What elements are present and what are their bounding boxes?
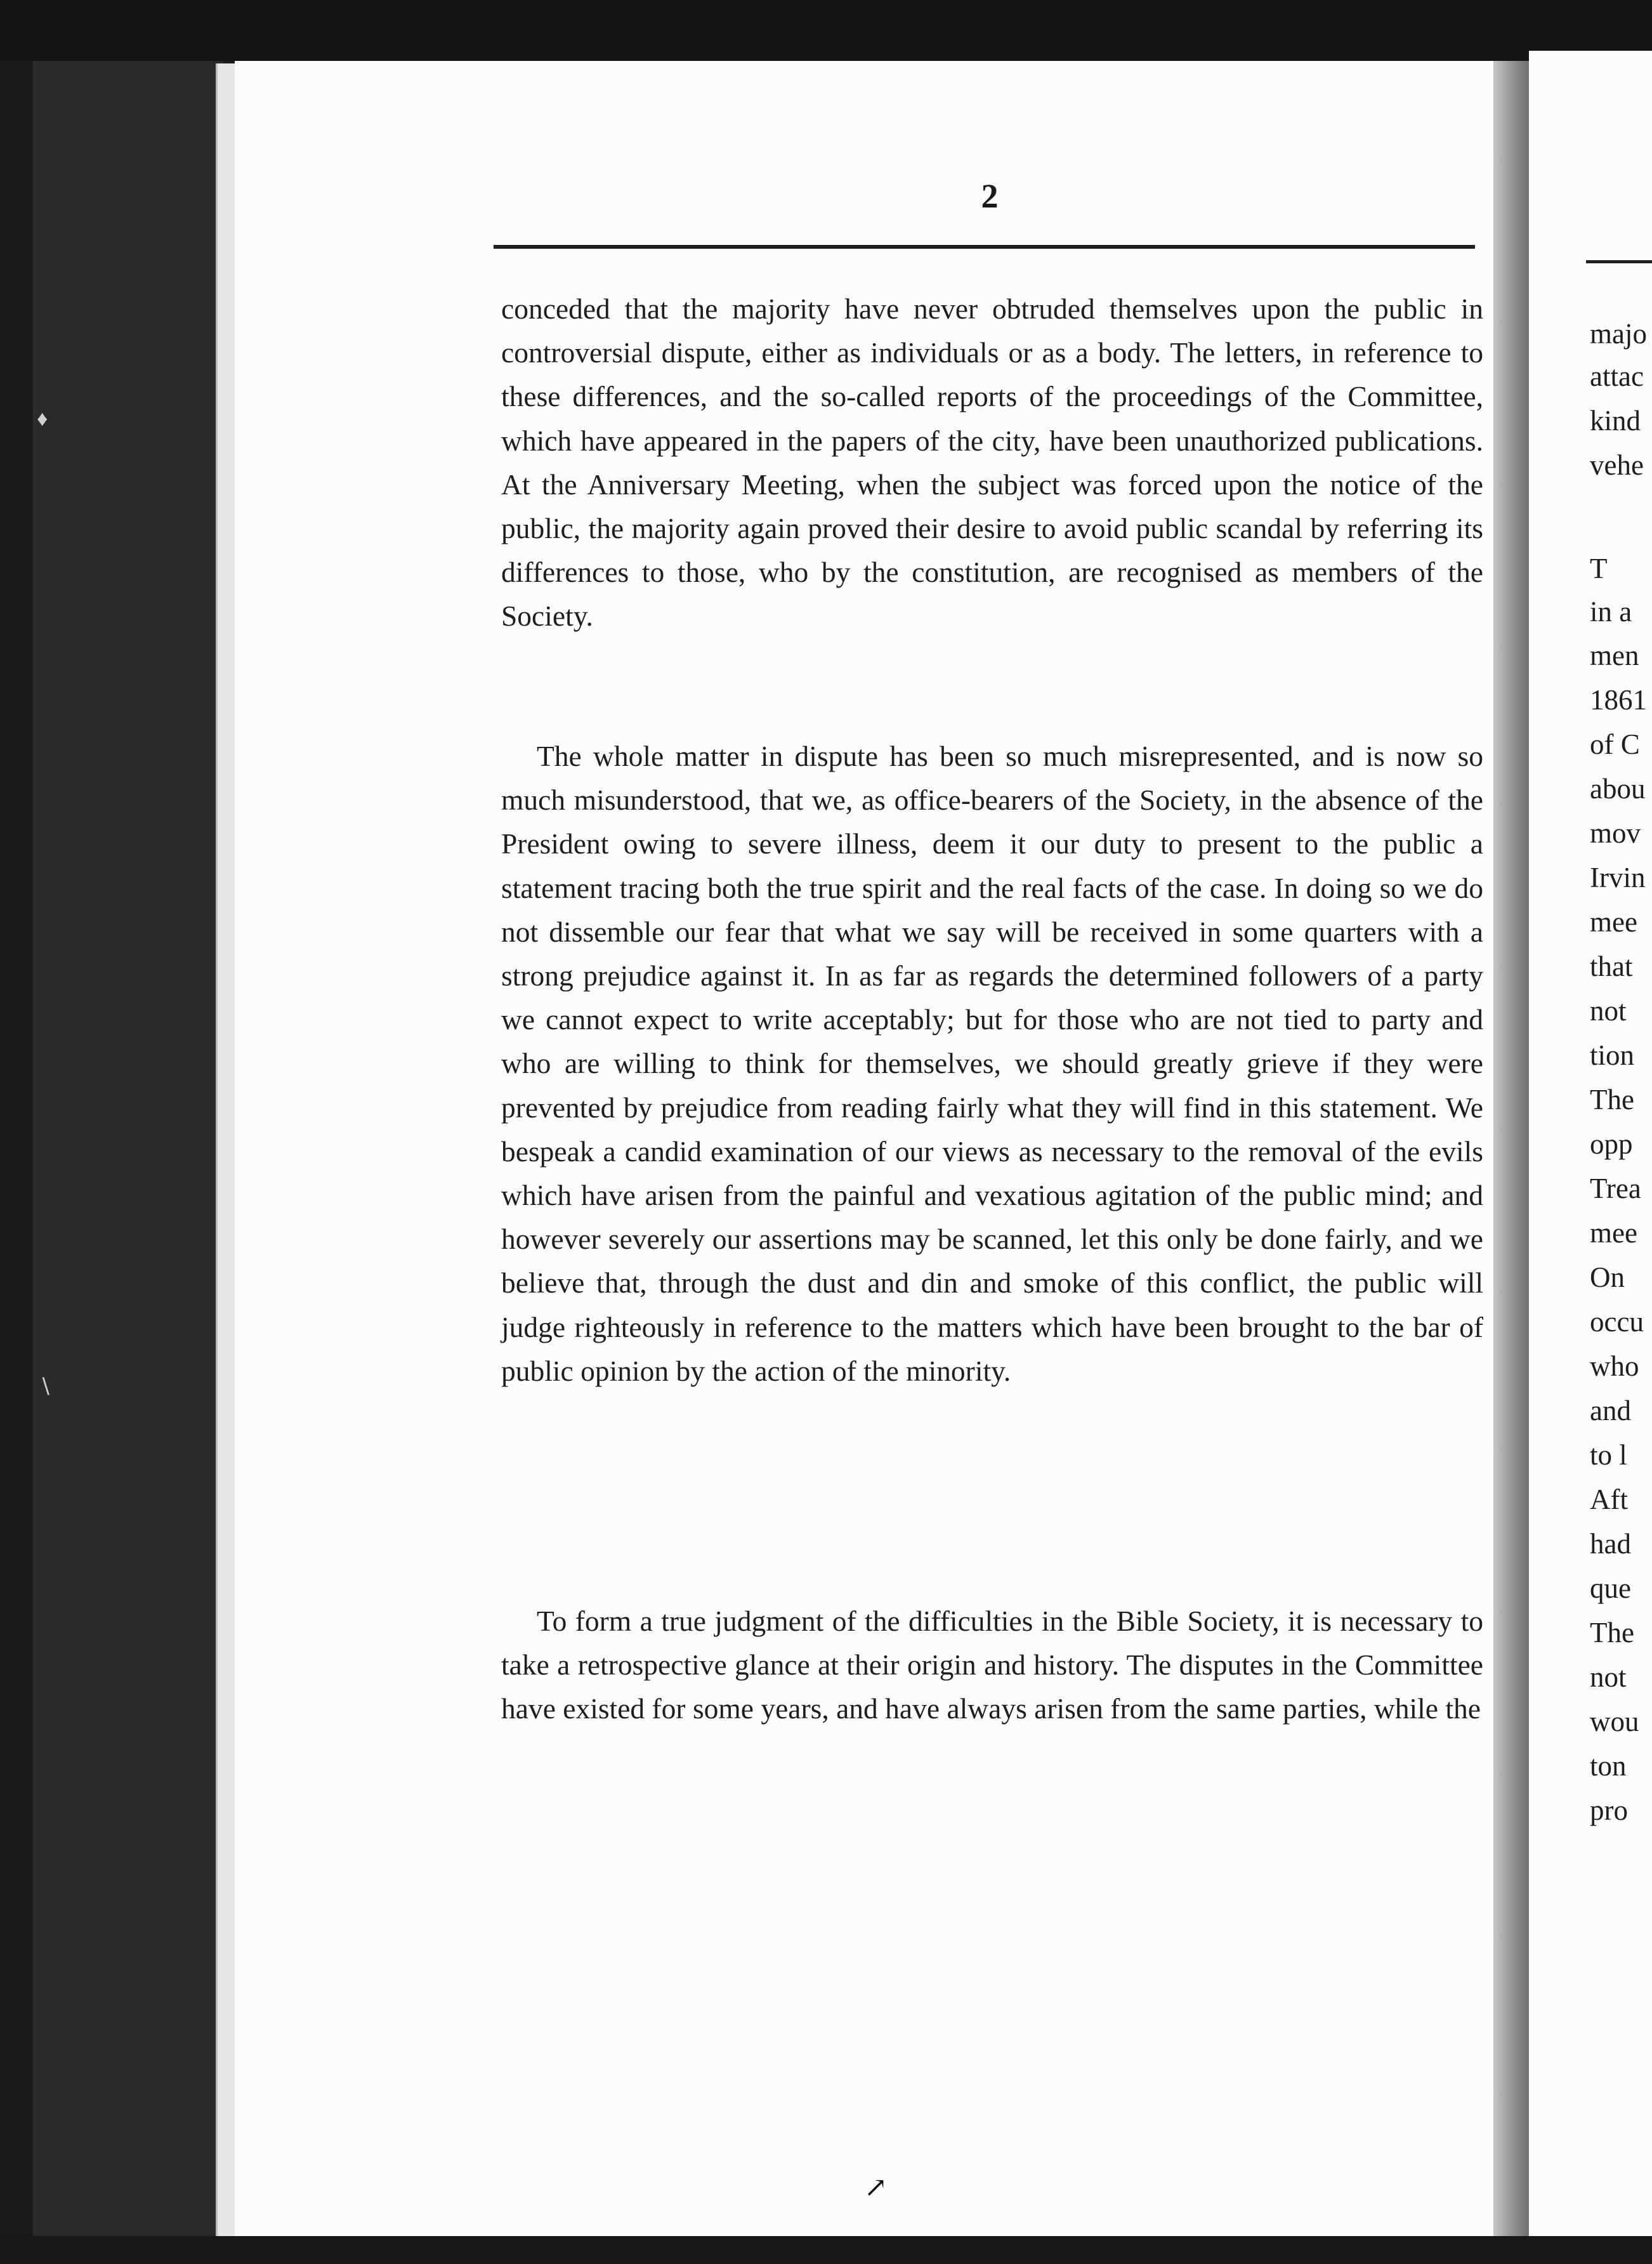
- margin-speck: ♦: [37, 407, 48, 431]
- binding-margin: [33, 61, 223, 2244]
- facing-page-line: kind: [1590, 405, 1641, 437]
- margin-speck: ∖: [38, 1376, 52, 1399]
- facing-page-line: Trea: [1590, 1173, 1641, 1204]
- paragraph-1: conceded that the majority have never obtruded themselves upon the public in controversial dispute, either as individuals or as a body. The letters, in reference to these differences, and the so-called reports of the proceedings of the Committee, which have appeared in the papers of the city, have been unauthorized publications. At the Anniversary Meeting, when the subject was forced upon the notice of the public, the majority again proved their desire to avoid public scandal by referring its differences to those, who by the constitution, are recognised as members of the Society.: [501, 293, 1483, 633]
- header-rule: [494, 245, 1475, 249]
- page-number: 2: [981, 177, 999, 215]
- scan-frame-top: [0, 0, 1652, 61]
- facing-page-line: On: [1590, 1261, 1625, 1293]
- facing-page-line: mov: [1590, 817, 1641, 849]
- facing-page-line: Irvin: [1590, 862, 1646, 893]
- facing-page-line: occu: [1590, 1306, 1644, 1338]
- facing-page-line: that: [1590, 951, 1633, 982]
- facing-page-line: and: [1590, 1395, 1631, 1426]
- facing-page-line: 1861: [1590, 684, 1647, 716]
- facing-page-line: who: [1590, 1350, 1639, 1382]
- facing-page-line: The: [1590, 1617, 1634, 1649]
- facing-page-line: The: [1590, 1084, 1634, 1116]
- facing-page-line: que: [1590, 1572, 1631, 1604]
- paragraph-3: To form a true judgment of the difficulties in the Bible Society, it is necessary to take a retrospective glance at their origin and history. The disputes in the Committee have existed for some years, and have always arisen from the same parties, while the: [501, 1605, 1483, 1725]
- facing-page-line: of C: [1590, 728, 1640, 760]
- facing-page-line: attac: [1590, 360, 1644, 392]
- facing-page-line: T: [1590, 553, 1608, 584]
- facing-page-line: in a: [1590, 596, 1632, 628]
- facing-page-line: opp: [1590, 1128, 1633, 1160]
- facing-page-line: vehe: [1590, 449, 1644, 481]
- facing-page-line: pro: [1590, 1794, 1628, 1826]
- facing-page-line: mee: [1590, 1217, 1637, 1249]
- facing-page-line: wou: [1590, 1706, 1639, 1737]
- facing-page-line: tion: [1590, 1039, 1635, 1071]
- facing-page-line: not: [1590, 995, 1627, 1027]
- facing-page-line: had: [1590, 1528, 1631, 1560]
- facing-page: [1529, 51, 1652, 2240]
- scan-mark: ↗: [864, 2172, 888, 2203]
- book-gutter: [1493, 61, 1529, 2236]
- facing-page-line: abou: [1590, 773, 1646, 805]
- facing-page-line: Aft: [1590, 1484, 1628, 1515]
- paragraph-2: The whole matter in dispute has been so much misrepresented, and is now so much misunderstood, that we, as office-bearers of the Society, in the absence of the President owing to severe illness, deem it our duty to present to the public a statement tracing both the true spirit and the real facts of the case. In doing so we do not dissemble our fear that what we say will be received in some quarters with a strong prejudice against it. In as far as regards the determined followers of a party we cannot expect to write acceptably; but for those who are not tied to party and who are willing to think for themselves, we should greatly grieve if they were prevented by prejudice from reading fairly what they will find in this statement. We bespeak a candid examination of our views as necessary to the removal of the evils which have arisen from the painful and vexatious agitation of the public mind; and however severely our assertions may be scanned, let this only be done fairly, and we believe that, through the dust and din and smoke of this conflict, the public will judge righteously in reference to the matters which have been brought to the bar of public opinion by the action of the minority.: [501, 740, 1483, 1387]
- facing-page-line: not: [1590, 1661, 1627, 1693]
- facing-page-line: mee: [1590, 906, 1637, 938]
- facing-page-line: majo: [1590, 318, 1647, 350]
- facing-page-line: men: [1590, 640, 1639, 671]
- facing-page-line: to l: [1590, 1439, 1627, 1471]
- facing-page-line: ton: [1590, 1750, 1627, 1782]
- facing-page-rule: [1586, 260, 1652, 263]
- scan-frame-bottom: [0, 2236, 1652, 2264]
